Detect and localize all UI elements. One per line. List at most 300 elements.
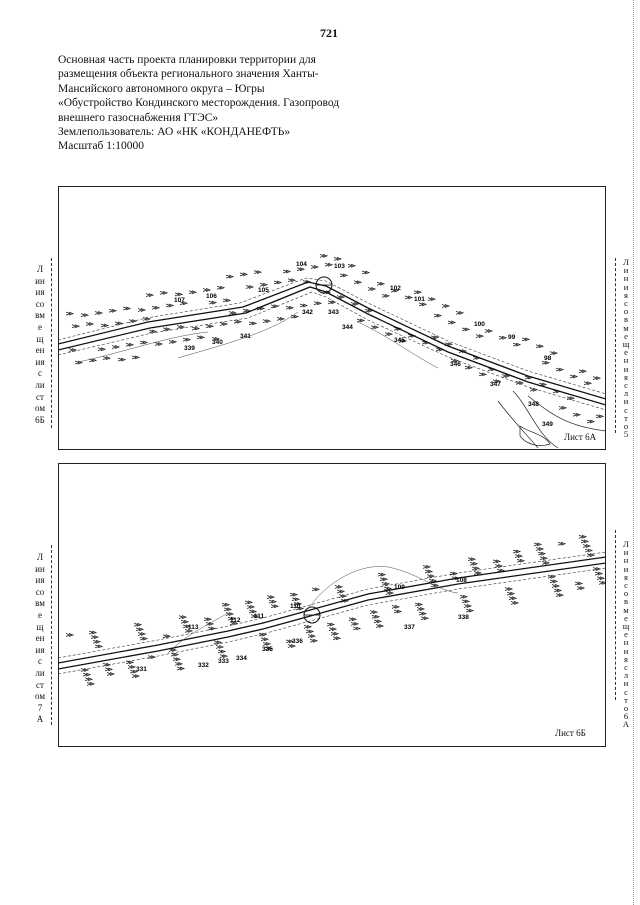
- hatch-mark: [175, 293, 182, 296]
- hatch-mark: [95, 311, 102, 314]
- header-line: внешнего газоснабжения ГТЭС»: [58, 111, 219, 124]
- hatch-mark: [517, 559, 524, 562]
- side-text-fragment: ия: [35, 287, 45, 298]
- hatch-mark: [434, 314, 441, 317]
- side-text-fragment: с: [624, 580, 628, 591]
- hatch-mark: [556, 368, 563, 371]
- hatch-mark: [311, 265, 318, 268]
- hatch-mark: [425, 570, 432, 573]
- side-text-fragment: вм: [35, 310, 45, 321]
- hatch-mark: [485, 329, 492, 332]
- point-label: 112: [230, 617, 241, 624]
- side-text-fragment: Л: [36, 552, 44, 562]
- side-text-fragment: ия: [35, 356, 45, 367]
- point-label: 339: [184, 345, 195, 352]
- header-line: Мансийского автономного округа – Югры: [58, 82, 265, 95]
- hatch-mark: [575, 582, 582, 585]
- side-text-fragment: с: [624, 298, 628, 309]
- side-text-fragment: е: [38, 609, 42, 620]
- hatch-mark: [269, 600, 276, 603]
- hatch-mark: [349, 618, 356, 621]
- map-top-right-side-text: [619, 258, 633, 438]
- hatch-mark: [115, 322, 122, 325]
- hatch-mark: [372, 615, 379, 618]
- hatch-mark: [385, 333, 392, 336]
- hatch-mark: [246, 286, 253, 289]
- map-bottom-right-side-text: [619, 540, 633, 729]
- hatch-mark: [85, 678, 92, 681]
- hatch-mark: [559, 406, 566, 409]
- hatch-mark: [376, 624, 383, 627]
- hatch-mark: [103, 357, 110, 360]
- side-text-fragment: ен: [35, 633, 45, 644]
- hatch-mark: [160, 291, 167, 294]
- hatch-mark: [415, 603, 422, 606]
- hatch-mark: [573, 413, 580, 416]
- point-label: 346: [450, 361, 461, 368]
- map-top-drawing: [58, 186, 606, 450]
- map-bottom: [58, 463, 606, 747]
- hatch-mark: [371, 326, 378, 329]
- side-text-fragment: и: [623, 265, 629, 276]
- hatch-mark: [128, 665, 135, 668]
- hatch-mark: [479, 373, 486, 376]
- hatch-mark: [419, 303, 426, 306]
- side-text-fragment: ин: [35, 563, 45, 574]
- hatch-mark: [427, 575, 434, 578]
- hatch-mark: [226, 275, 233, 278]
- hatch-mark: [476, 335, 483, 338]
- hatch-mark: [274, 281, 281, 284]
- point-label: 336: [292, 638, 303, 645]
- point-label: 99: [508, 334, 516, 341]
- side-text-fragment: ли: [35, 667, 45, 678]
- hatch-mark: [597, 577, 604, 580]
- hatch-mark: [333, 637, 340, 640]
- point-label: 98: [544, 355, 552, 362]
- hatch-mark: [263, 320, 270, 323]
- hatch-mark: [368, 288, 375, 291]
- side-text-fragment: с: [624, 404, 628, 415]
- hatch-mark: [192, 327, 199, 330]
- hatch-mark: [222, 603, 229, 606]
- hatch-mark: [507, 592, 514, 595]
- hatch-mark: [331, 632, 338, 635]
- point-label: 104: [296, 261, 307, 268]
- side-text-fragment: е: [624, 330, 628, 341]
- hatch-mark: [462, 328, 469, 331]
- hatch-mark: [579, 370, 586, 373]
- hatch-mark: [320, 254, 327, 257]
- header-line: Масштаб 1:10000: [58, 140, 144, 153]
- hatch-mark: [515, 555, 522, 558]
- hatch-mark: [450, 572, 457, 575]
- hatch-mark: [290, 593, 297, 596]
- hatch-mark: [204, 618, 211, 621]
- point-label: 109: [394, 584, 405, 591]
- hatch-mark: [472, 567, 479, 570]
- hatch-mark: [337, 590, 344, 593]
- hatch-mark: [310, 639, 317, 642]
- side-text-fragment: ст: [36, 391, 44, 402]
- side-text-fragment: 6Б: [35, 414, 45, 425]
- side-text-fragment: Л: [36, 264, 44, 274]
- point-label: 111: [254, 613, 265, 620]
- side-text-fragment: т: [624, 694, 628, 705]
- side-text-fragment: м: [623, 322, 629, 333]
- hatch-mark: [132, 356, 139, 359]
- point-label: 343: [328, 309, 339, 316]
- header-line: размещения объекта регионального значения Ханты-: [58, 68, 319, 81]
- side-text-fragment: ли: [35, 379, 45, 390]
- point-label: 113: [188, 624, 199, 631]
- point-label: 108: [456, 577, 467, 584]
- hatch-mark: [132, 675, 139, 678]
- side-text-fragment: я: [624, 571, 628, 582]
- hatch-mark: [530, 388, 537, 391]
- hatch-mark: [536, 548, 543, 551]
- side-text-fragment: вм: [35, 598, 45, 609]
- hatch-mark: [357, 319, 364, 322]
- point-label: 105: [258, 287, 269, 294]
- hatch-mark: [234, 320, 241, 323]
- side-text-fragment: м: [623, 604, 629, 615]
- hatch-mark: [66, 633, 73, 636]
- map-bottom-left-side-text: [33, 552, 47, 726]
- hatch-mark: [577, 587, 584, 590]
- hatch-mark: [93, 640, 100, 643]
- hatch-mark: [291, 315, 298, 318]
- point-label: 102: [390, 285, 401, 292]
- side-text-fragment: с: [624, 662, 628, 673]
- hatch-mark: [470, 562, 477, 565]
- side-text-fragment: с: [38, 656, 42, 667]
- header-line: «Обустройство Кондинского месторождения. Газопровод: [58, 97, 340, 110]
- hatch-mark: [152, 306, 159, 309]
- side-text-fragment: щ: [36, 333, 44, 344]
- hatch-mark: [584, 382, 591, 385]
- hatch-mark: [306, 630, 313, 633]
- hatch-mark: [354, 281, 361, 284]
- hatch-mark: [245, 601, 252, 604]
- hatch-mark: [171, 653, 178, 656]
- hatch-mark: [448, 321, 455, 324]
- map-top: [58, 186, 606, 450]
- point-label: 340: [212, 339, 223, 346]
- side-text-fragment: н: [623, 555, 629, 566]
- point-label: 332: [198, 662, 209, 669]
- hatch-mark: [348, 264, 355, 267]
- hatch-mark: [550, 580, 557, 583]
- hatch-mark: [329, 628, 336, 631]
- point-label: 106: [206, 293, 217, 300]
- hatch-mark: [405, 296, 412, 299]
- hatch-mark: [362, 271, 369, 274]
- side-text-fragment: е: [38, 321, 42, 332]
- header-line: Основная часть проекта планировки территории для: [58, 54, 316, 66]
- side-text-fragment: л: [623, 670, 629, 681]
- point-label: 101: [414, 296, 425, 303]
- side-text-fragment: ин: [35, 275, 45, 286]
- hatch-mark: [169, 340, 176, 343]
- side-text-fragment: Л: [623, 257, 629, 267]
- hatch-mark: [511, 601, 518, 604]
- hatch-mark: [599, 581, 606, 584]
- hatch-mark: [118, 358, 125, 361]
- hatch-mark: [428, 298, 435, 301]
- map-bottom-right-dash: [615, 530, 616, 700]
- side-text-fragment: и: [623, 563, 629, 574]
- side-text-fragment: 6: [623, 711, 629, 722]
- hatch-mark: [140, 341, 147, 344]
- hatch-mark: [149, 330, 156, 333]
- hatch-mark: [98, 348, 105, 351]
- hatch-mark: [283, 270, 290, 273]
- hatch-mark: [91, 636, 98, 639]
- hatch-mark: [327, 623, 334, 626]
- hatch-mark: [123, 307, 130, 310]
- point-label: 347: [490, 381, 501, 388]
- hatch-mark: [271, 605, 278, 608]
- hatch-mark: [465, 366, 472, 369]
- hatch-mark: [209, 301, 216, 304]
- point-label: 100: [474, 321, 485, 328]
- hatch-mark: [95, 645, 102, 648]
- hatch-mark: [334, 257, 341, 260]
- header-block: [58, 53, 368, 154]
- side-text-fragment: А: [36, 714, 44, 725]
- side-text-fragment: с: [38, 368, 42, 379]
- hatch-mark: [421, 617, 428, 620]
- hatch-mark: [513, 550, 520, 553]
- side-text-fragment: л: [623, 388, 629, 399]
- hatch-mark: [220, 323, 227, 326]
- point-label: 335: [262, 646, 273, 653]
- hatch-mark: [335, 585, 342, 588]
- page-number: 721: [320, 26, 338, 40]
- hatch-mark: [288, 279, 295, 282]
- hatch-mark: [197, 336, 204, 339]
- side-text-fragment: 5: [623, 429, 629, 440]
- hatch-mark: [538, 552, 545, 555]
- side-text-fragment: ом: [34, 403, 46, 414]
- point-label: 345: [394, 337, 405, 344]
- hatch-mark: [261, 638, 268, 641]
- point-label: 338: [458, 614, 469, 621]
- hatch-mark: [267, 596, 274, 599]
- hatch-mark: [112, 346, 119, 349]
- hatch-mark: [382, 582, 389, 585]
- hatch-mark: [175, 662, 182, 665]
- side-text-fragment: н: [623, 273, 629, 284]
- map-top-left-dash: [51, 258, 52, 428]
- point-label: 103: [334, 263, 345, 270]
- side-text-fragment: е: [624, 347, 628, 358]
- hatch-mark: [374, 620, 381, 623]
- hatch-mark: [277, 317, 284, 320]
- hatch-mark: [226, 613, 233, 616]
- hatch-mark: [177, 667, 184, 670]
- hatch-mark: [513, 343, 520, 346]
- hatch-mark: [314, 302, 321, 305]
- hatch-mark: [101, 324, 108, 327]
- hatch-mark: [217, 286, 224, 289]
- point-label: 110: [290, 603, 301, 610]
- hatch-mark: [109, 309, 116, 312]
- side-text-fragment: А: [622, 719, 630, 730]
- point-label: 344: [342, 324, 353, 331]
- hatch-mark: [254, 271, 261, 274]
- hatch-mark: [581, 540, 588, 543]
- hatch-mark: [583, 544, 590, 547]
- side-text-fragment: я: [624, 289, 628, 300]
- hatch-mark: [72, 325, 79, 328]
- side-text-fragment: Л: [623, 539, 629, 549]
- hatch-mark: [570, 375, 577, 378]
- hatch-mark: [203, 288, 210, 291]
- side-text-fragment: ия: [35, 644, 45, 655]
- hatch-mark: [155, 343, 162, 346]
- hatch-mark: [552, 584, 559, 587]
- hatch-mark: [224, 608, 231, 611]
- hatch-mark: [351, 622, 358, 625]
- hatch-mark: [86, 323, 93, 326]
- hatch-mark: [509, 597, 516, 600]
- point-label: 349: [542, 421, 553, 428]
- hatch-mark: [378, 573, 385, 576]
- hatch-mark: [304, 625, 311, 628]
- hatch-mark: [183, 338, 190, 341]
- side-text-fragment: щ: [622, 621, 630, 632]
- side-text-fragment: ст: [36, 679, 44, 690]
- hatch-mark: [380, 578, 387, 581]
- side-text-fragment: и: [623, 678, 629, 689]
- side-text-fragment: е: [624, 629, 628, 640]
- hatch-mark: [138, 308, 145, 311]
- hatch-mark: [462, 600, 469, 603]
- side-text-fragment: со: [35, 586, 45, 597]
- side-text-fragment: и: [623, 281, 629, 292]
- point-label: 342: [302, 309, 313, 316]
- point-label: 333: [218, 658, 229, 665]
- hatch-mark: [567, 397, 574, 400]
- side-text-fragment: ен: [35, 345, 45, 356]
- hatch-mark: [247, 605, 254, 608]
- hatch-mark: [66, 312, 73, 315]
- side-text-fragment: ом: [34, 691, 46, 702]
- hatch-mark: [522, 338, 529, 341]
- point-label: 334: [236, 655, 247, 662]
- sheet-label: Лист 6А: [564, 432, 597, 442]
- hatch-mark: [146, 294, 153, 297]
- hatch-mark: [340, 274, 347, 277]
- hatch-mark: [312, 588, 319, 591]
- hatch-mark: [423, 565, 430, 568]
- side-text-fragment: и: [623, 645, 629, 656]
- hatch-mark: [300, 304, 307, 307]
- side-text-fragment: с: [624, 380, 628, 391]
- point-label: 337: [404, 624, 415, 631]
- hatch-mark: [229, 311, 236, 314]
- hatch-mark: [81, 314, 88, 317]
- hatch-mark: [308, 635, 315, 638]
- side-text-fragment: в: [623, 314, 628, 325]
- hatch-mark: [464, 604, 471, 607]
- side-text-fragment: и: [623, 547, 629, 558]
- hatch-mark: [556, 594, 563, 597]
- hatch-mark: [107, 673, 114, 676]
- side-text-fragment: о: [623, 306, 629, 317]
- hatch-mark: [558, 542, 565, 545]
- hatch-mark: [136, 628, 143, 631]
- hatch-mark: [466, 609, 473, 612]
- side-text-fragment: щ: [622, 339, 630, 350]
- point-label: 348: [528, 401, 539, 408]
- hatch-mark: [292, 598, 299, 601]
- side-text-fragment: т: [624, 412, 628, 423]
- hatch-mark: [138, 633, 145, 636]
- side-text-fragment: с: [624, 686, 628, 697]
- hatch-mark: [163, 328, 170, 331]
- hatch-mark: [468, 558, 475, 561]
- hatch-mark: [417, 608, 424, 611]
- side-text-fragment: н: [623, 355, 629, 366]
- hatch-mark: [179, 616, 186, 619]
- hatch-mark: [542, 561, 549, 564]
- side-text-fragment: о: [623, 421, 629, 432]
- hatch-mark: [214, 641, 221, 644]
- side-text-fragment: и: [623, 363, 629, 374]
- scan-edge: [633, 0, 634, 905]
- hatch-mark: [394, 610, 401, 613]
- hatch-mark: [505, 588, 512, 591]
- hatch-mark: [249, 322, 256, 325]
- point-labels-lower: [184, 309, 553, 428]
- side-text-fragment: в: [623, 596, 628, 607]
- hatch-mark: [456, 311, 463, 314]
- hatch-mark: [297, 268, 304, 271]
- hatch-mark: [166, 304, 173, 307]
- hatch-mark: [181, 620, 188, 623]
- hatch-mark: [286, 306, 293, 309]
- map-top-right-dash: [615, 258, 616, 433]
- side-text-fragment: 7: [37, 702, 43, 713]
- header-line: Землепользователь: АО «НК «КОНДАНЕФТЬ»: [58, 126, 291, 139]
- hatch-mark: [89, 631, 96, 634]
- hatch-mark: [386, 592, 393, 595]
- hatch-mark: [370, 611, 377, 614]
- hatch-mark: [377, 282, 384, 285]
- hatch-mark: [460, 595, 467, 598]
- hatch-mark: [585, 549, 592, 552]
- hatch-mark: [554, 589, 561, 592]
- hatch-mark: [240, 273, 247, 276]
- side-text-fragment: я: [624, 653, 628, 664]
- map-bottom-left-dash: [51, 545, 52, 725]
- terrain-hatching: [66, 535, 606, 685]
- hatch-mark: [593, 377, 600, 380]
- hatch-mark: [325, 263, 332, 266]
- hatch-mark: [442, 304, 449, 307]
- hatch-mark: [596, 415, 603, 418]
- hatch-mark: [534, 543, 541, 546]
- hatch-mark: [414, 291, 421, 294]
- hatch-mark: [353, 627, 360, 630]
- hatch-mark: [536, 345, 543, 348]
- hatch-mark: [134, 623, 141, 626]
- hatch-mark: [163, 635, 170, 638]
- side-text-fragment: со: [35, 298, 45, 309]
